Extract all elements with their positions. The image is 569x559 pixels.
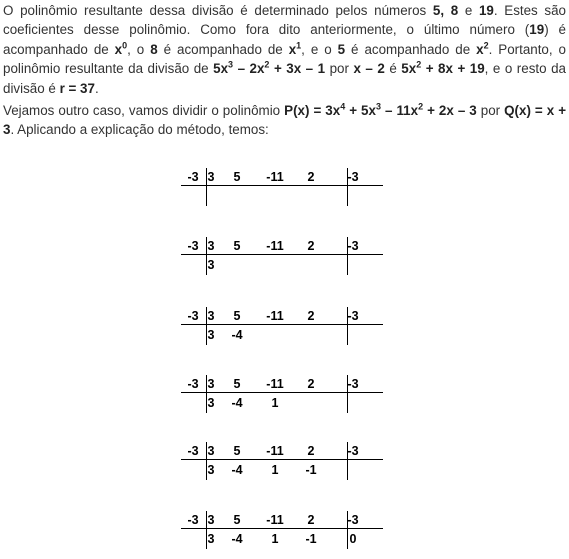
root-value: -3 <box>187 239 199 253</box>
horizontal-rule <box>181 528 383 529</box>
ruffini-table-step-4 <box>181 375 383 415</box>
coefficient-3: -11 <box>266 513 284 527</box>
horizontal-rule <box>181 392 383 393</box>
horizontal-rule <box>181 185 383 186</box>
coefficient-1: 3 <box>207 513 215 527</box>
result-3: 1 <box>271 532 279 546</box>
ruffini-table-step-6 <box>181 511 383 551</box>
coefficient-1: 3 <box>207 444 215 458</box>
horizontal-rule <box>181 459 383 460</box>
result-4: -1 <box>305 463 317 477</box>
coefficient-4: 2 <box>307 444 315 458</box>
result-5: 0 <box>349 532 357 546</box>
coefficient-4: 2 <box>307 239 315 253</box>
root-value: -3 <box>187 170 199 184</box>
coefficient-5: -3 <box>347 170 359 184</box>
coefficient-3: -11 <box>266 239 284 253</box>
paragraph-explanation: O polinômio resultante dessa divisão é determinado pelos números 5, 8 e 19. Estes são coeficientes desse polinômio. Como fora dito anteriormente, o último número (19) é acompanhado de $x^0$, o 8 é acompanhado de $x^1$, e o 5 é acompanhado de $x^2$. Portanto, o polinômio resultante da divisão de $5x^3 - 2x^2 + 3x - 1$ por x – 2 é $5x^2 + 8x + 19$, e o resto da divisão é r = 37. <box>3 3 567 96</box>
coefficient-2: 5 <box>233 309 241 323</box>
coefficient-1: 3 <box>207 239 215 253</box>
coefficient-3: -11 <box>266 170 284 184</box>
horizontal-rule <box>181 324 383 325</box>
paragraph-example: Vejamos outro caso, vamos dividir o polinômio $P(x) = 3x^4 + 5x^3 - 11x^2 + 2x - 3$ por Q(x) = x + 3. Aplicando a explicação do método, temos: <box>3 101 567 138</box>
coefficient-2: 5 <box>233 377 241 391</box>
coefficient-2: 5 <box>233 239 241 253</box>
coefficient-4: 2 <box>307 170 315 184</box>
coefficient-4: 2 <box>307 309 315 323</box>
result-1: 3 <box>207 463 215 477</box>
coefficient-5: -3 <box>347 377 359 391</box>
coefficient-2: 5 <box>233 513 241 527</box>
ruffini-table-step-5 <box>181 442 383 482</box>
result-2: -4 <box>231 463 243 477</box>
coefficient-5: -3 <box>347 444 359 458</box>
ruffini-table-step-1 <box>181 168 383 208</box>
root-value: -3 <box>187 444 199 458</box>
coefficient-1: 3 <box>207 309 215 323</box>
result-4: -1 <box>305 532 317 546</box>
result-2: -4 <box>231 396 243 410</box>
root-value: -3 <box>187 309 199 323</box>
root-value: -3 <box>187 377 199 391</box>
ruffini-table-step-2 <box>181 237 383 277</box>
result-3: 1 <box>271 463 279 477</box>
coefficient-4: 2 <box>307 513 315 527</box>
coefficient-1: 3 <box>207 377 215 391</box>
coefficient-3: -11 <box>266 377 284 391</box>
result-1: 3 <box>207 258 215 272</box>
coefficient-2: 5 <box>233 444 241 458</box>
result-1: 3 <box>207 396 215 410</box>
coefficient-5: -3 <box>347 309 359 323</box>
coefficient-2: 5 <box>233 170 241 184</box>
result-3: 1 <box>271 396 279 410</box>
result-2: -4 <box>231 328 243 342</box>
result-1: 3 <box>207 328 215 342</box>
ruffini-table-step-3 <box>181 307 383 347</box>
coefficient-5: -3 <box>347 239 359 253</box>
coefficient-5: -3 <box>347 513 359 527</box>
horizontal-rule <box>181 254 383 255</box>
coefficient-4: 2 <box>307 377 315 391</box>
coefficient-1: 3 <box>207 170 215 184</box>
result-1: 3 <box>207 532 215 546</box>
result-2: -4 <box>231 532 243 546</box>
root-value: -3 <box>187 513 199 527</box>
coefficient-3: -11 <box>266 309 284 323</box>
coefficient-3: -11 <box>266 444 284 458</box>
